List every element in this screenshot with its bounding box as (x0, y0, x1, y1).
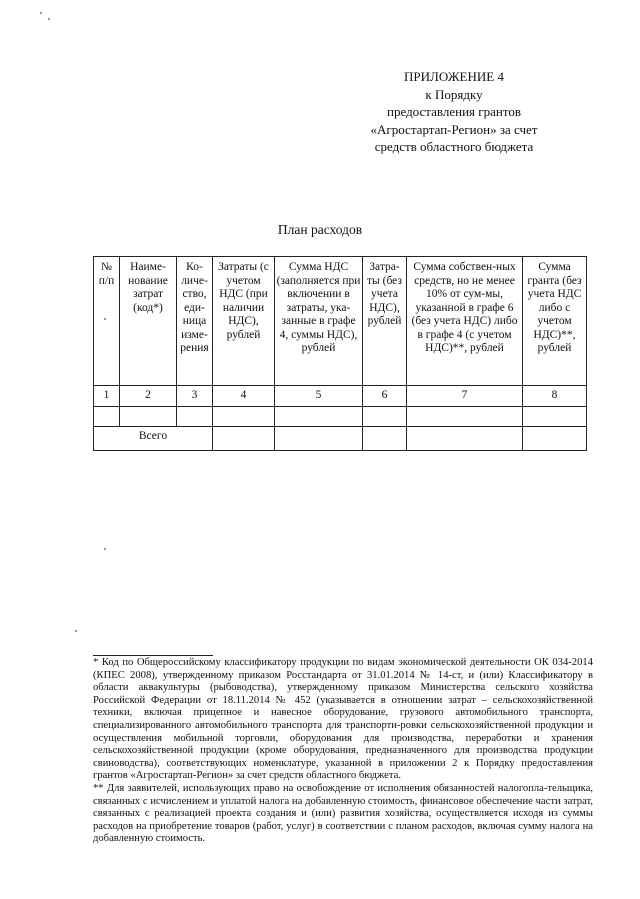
table-cell (363, 427, 407, 451)
column-number: 4 (213, 386, 275, 407)
table-cell (407, 427, 523, 451)
column-header: Ко-личе-ство, еди-ница изме-рения (177, 257, 213, 386)
total-label: Всего (94, 427, 213, 451)
scan-speck (75, 630, 77, 632)
table-cell (523, 407, 587, 427)
appendix-line: предоставления грантов (387, 104, 521, 119)
table-cell (120, 407, 177, 427)
scan-speck (104, 548, 106, 550)
scan-speck (48, 18, 50, 20)
column-number: 3 (177, 386, 213, 407)
table-cell (363, 407, 407, 427)
column-header: Сумма НДС (заполняется при включении в затраты, ука-занные в графе 4, суммы НДС), рублей (275, 257, 363, 386)
column-number: 1 (94, 386, 120, 407)
footnotes (93, 657, 593, 846)
table-cell (275, 407, 363, 427)
footnote-divider (93, 655, 213, 656)
table-cell (177, 407, 213, 427)
column-header: Затраты (с учетом НДС (при наличии НДС), рублей (213, 257, 275, 386)
table-row (94, 407, 587, 427)
column-number: 5 (275, 386, 363, 407)
column-header: № п/п (94, 257, 120, 386)
table-header-row (94, 257, 587, 386)
appendix-line: средств областного бюджета (374, 139, 534, 154)
column-header: Затра-ты (без учета НДС), рублей (363, 257, 407, 386)
table-cell (407, 407, 523, 427)
table-cell (213, 427, 275, 451)
column-header: Сумма собствен-ных средств, но не менее 10% от сум-мы, указанной в графе 6 (без учета НДС) либо в графе 4 (с учетом НДС)**, рублей (407, 257, 523, 386)
total-row (94, 427, 587, 451)
table-cell (523, 427, 587, 451)
footnote-1: * Код по Общероссийскому классификатору продукции по видам экономической деятельности ОК 034-2014 (КПЕС 2008), утвержденному приказом Росстандарта от 31.01.2014 № 14-ст, и (или) Классификатору в области аквакультуры (рыбоводства), утвержденному приказом Министерства сельского хозяйства Российской Федерации от 18.11.2014 № 452 (указывается в отношении затрат – сельскохозяйственной техники, включая прицепное и навесное оборудование, грузового автомобильного транспорта, специализированного автомобильного транспорта для транспорти-ровки сельскохозяйственной продукции и осуществления мобильной торговли, оборудования для производства, переработки и хранения сельскохозяйственной продукции (кроме оборудования, предназначенного для производства продукции свиноводства), соответствующих номенклатуре, указанной в приложении 2 к Порядку предоставления грантов «Агростартап-Регион» за счет средств областного бюджета. (93, 657, 593, 782)
footnote-2: ** Для заявителей, использующих право на освобождение от исполнения обязанностей налогопла-тельщика, связанных с исчислением и уплатой налога на добавленную стоимость, финансовое обеспечение части затрат, связанных с реализацией проекта создания и (или) развития хозяйства, осуществляется исходя из суммы расходов на приобретение товаров (работ, услуг) в соответствии с планом расходов, включая сумму налога на добавленную стоимость. (93, 782, 593, 845)
column-number-row (94, 386, 587, 407)
appendix-title: ПРИЛОЖЕНИЕ 4 (404, 69, 504, 84)
appendix-line: «Агростартап-Регион» за счет (370, 121, 538, 137)
table-cell (94, 407, 120, 427)
column-header: Наиме-нование затрат (код*) (120, 257, 177, 386)
appendix-header (340, 68, 568, 156)
column-number: 2 (120, 386, 177, 407)
table-cell (275, 427, 363, 451)
plan-title: План расходов (277, 222, 363, 237)
column-number: 6 (363, 386, 407, 407)
column-number: 8 (523, 386, 587, 407)
column-header: Сумма гранта (без учета НДС либо с учетом НДС)**, рублей (523, 257, 587, 386)
appendix-line: к Порядку (425, 86, 483, 102)
expense-plan-table (93, 256, 587, 451)
table-cell (213, 407, 275, 427)
scan-speck (40, 12, 42, 14)
column-number: 7 (407, 386, 523, 407)
